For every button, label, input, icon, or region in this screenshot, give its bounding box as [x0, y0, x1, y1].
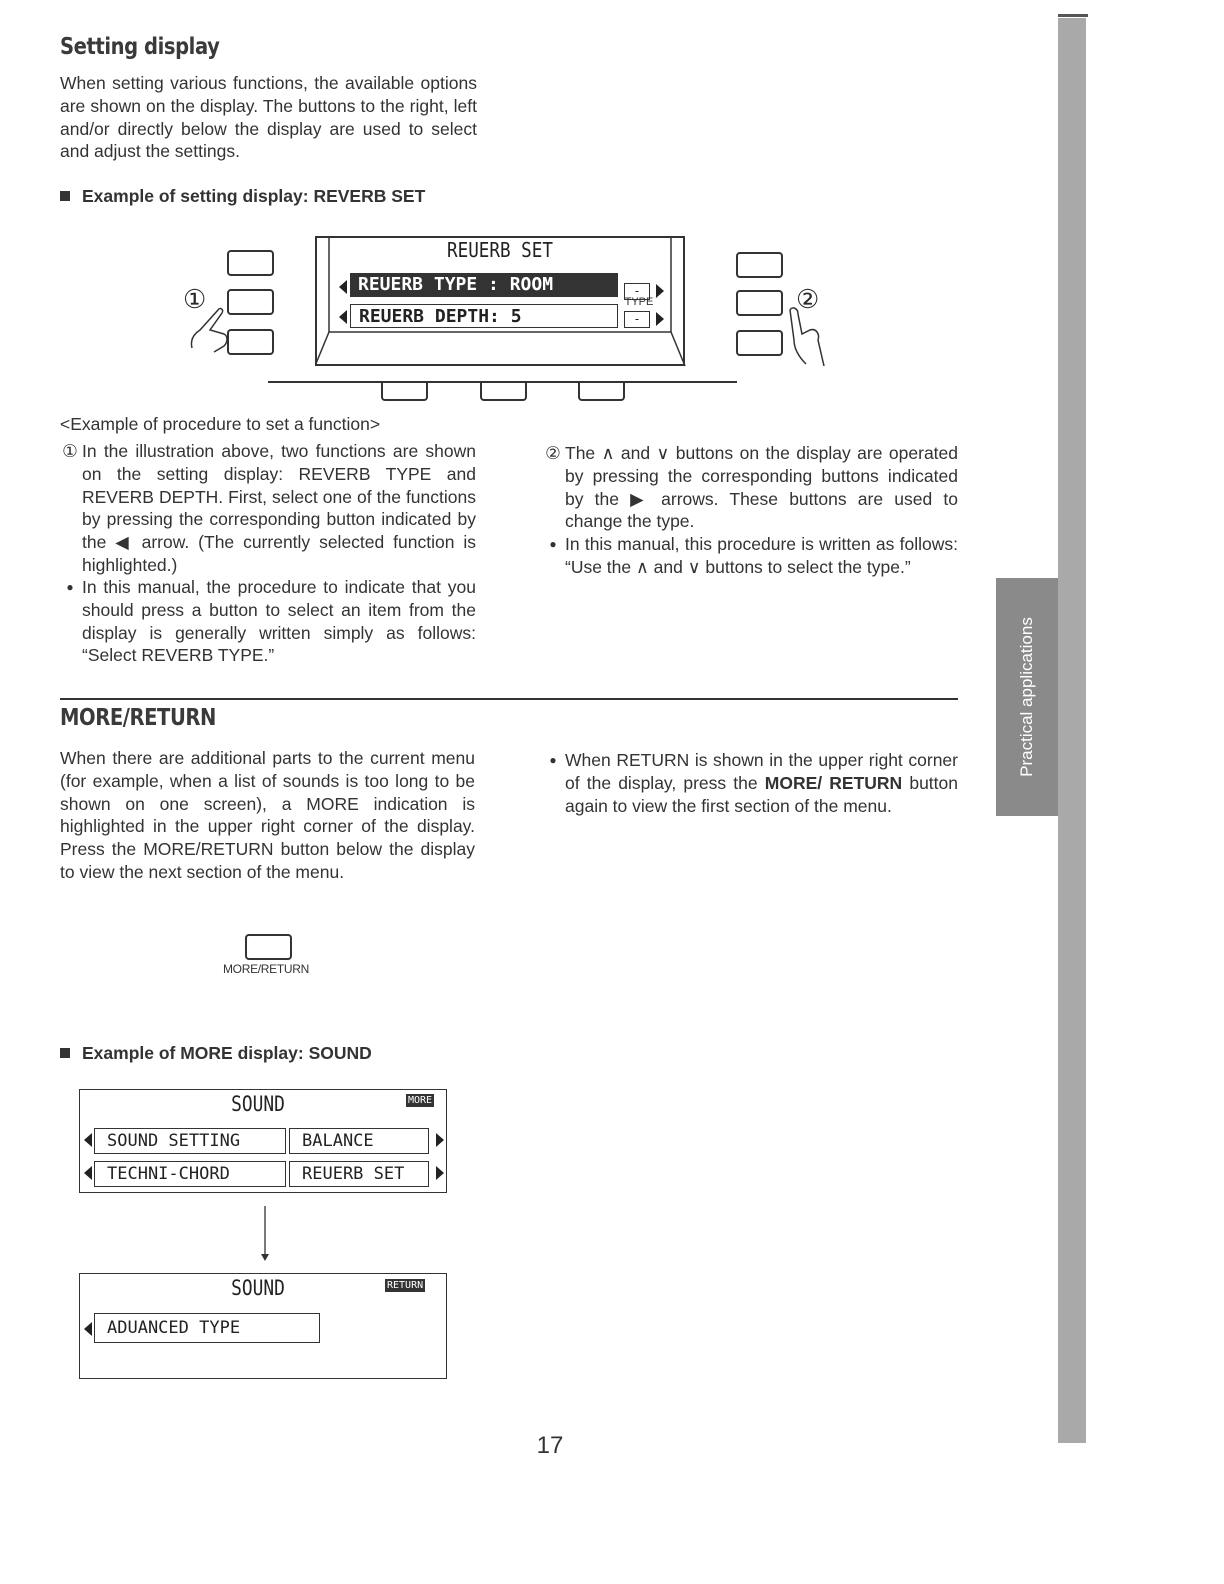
- section-title-more-return: MORE/RETURN: [60, 705, 216, 731]
- select-arrow-left-icon: [339, 310, 347, 324]
- section-title-setting-display: Setting display: [60, 34, 220, 60]
- return-badge: RETURN: [387, 1280, 424, 1291]
- select-arrow-left-icon: [84, 1166, 92, 1180]
- sound-lcd-title: SOUND: [231, 1276, 285, 1300]
- page-number: 17: [536, 1432, 564, 1459]
- select-arrow-right-icon: [436, 1133, 444, 1147]
- menu-item-balance[interactable]: BALANCE: [289, 1128, 429, 1154]
- select-arrow-right-icon: [656, 312, 664, 326]
- example-heading-more: Example of MORE display: SOUND: [60, 1043, 372, 1064]
- select-arrow-right-icon: [656, 284, 664, 298]
- below-button-2[interactable]: [480, 383, 527, 401]
- step-2-bullet: ● In this manual, this procedure is written as follows: “Use the ∧ and ∨ buttons to select the type.”: [549, 534, 958, 577]
- step-1: ① In the illustration above, two functions are shown on the setting display: REVERB TYPE and REVERB DEPTH. First, select one of the functions by pressing the corresponding button indicated by the ◀ arrow. (The currently selected function is highlighted.): [82, 440, 476, 577]
- right-button-1[interactable]: [736, 252, 783, 278]
- select-arrow-left-icon: [84, 1133, 92, 1147]
- more-badge: MORE: [408, 1095, 433, 1106]
- below-button-3[interactable]: [578, 383, 625, 401]
- select-arrow-left-icon: [339, 280, 347, 294]
- down-button[interactable]: -: [624, 311, 650, 328]
- step-1-bullet: ● In this manual, the procedure to indicate that you should press a button to select an item from the display is generally written simply as follows: “Select REVERB TYPE.”: [66, 577, 476, 666]
- select-arrow-right-icon: [436, 1166, 444, 1180]
- more-return-intro: When there are additional parts to the current menu (for example, when a list of sounds is too long to be shown on one screen), a MORE indication is highlighted in the upper right corner of the display. Press the MORE/RETURN button below the display to view the next section of the menu.: [60, 748, 475, 882]
- sound-lcd-return: [79, 1273, 447, 1379]
- callout-1: ①: [183, 284, 207, 314]
- more-return-button-label: MORE/RETURN: [222, 962, 310, 976]
- menu-item-techni-chord[interactable]: TECHNI-CHORD: [94, 1161, 286, 1187]
- left-button-2[interactable]: [227, 289, 274, 315]
- below-button-1[interactable]: [381, 383, 428, 401]
- callout-2: ②: [796, 284, 820, 314]
- select-arrow-left-icon: [84, 1322, 92, 1336]
- menu-item-sound-setting[interactable]: SOUND SETTING: [94, 1128, 286, 1154]
- setting-display-intro: When setting various functions, the available options are shown on the display. The buttons to the right, left and/or directly below the display are used to select and adjust the settings.: [60, 73, 477, 162]
- sidebar-top-rule: [1058, 14, 1088, 17]
- menu-item-advanced-type[interactable]: ADUANCED TYPE: [94, 1313, 320, 1343]
- example-heading-reverb: Example of setting display: REVERB SET: [60, 186, 425, 207]
- more-return-button[interactable]: [245, 934, 292, 960]
- left-button-1[interactable]: [227, 250, 274, 276]
- pointing-hand-left-icon: [184, 304, 234, 356]
- menu-item-reverb-set[interactable]: REUERB SET: [289, 1161, 429, 1187]
- lcd-title: REUERB SET: [447, 238, 553, 262]
- sound-lcd-title: SOUND: [231, 1092, 285, 1116]
- step-2-marker: ②: [545, 443, 561, 463]
- down-arrow-icon: [258, 1206, 272, 1262]
- step-2: ② The ∧ and ∨ buttons on the display are operated by pressing the corresponding buttons indicated by the ▶ arrows. These buttons are used to change the type.: [565, 442, 958, 533]
- left-button-3[interactable]: [227, 329, 274, 355]
- section-divider: [60, 698, 958, 700]
- page-edge-bar: [1058, 18, 1086, 1443]
- return-bullet: ● When RETURN is shown in the upper right corner of the display, press the MORE/ RETURN button again to view the first section of the menu.: [549, 750, 958, 816]
- lcd-row-reverb-depth[interactable]: REUERB DEPTH: 5: [350, 304, 618, 328]
- up-button[interactable]: -: [624, 283, 650, 300]
- procedure-heading: <Example of procedure to set a function>: [60, 414, 381, 434]
- section-tab-label: Practical applications: [1017, 617, 1037, 777]
- pointing-hand-right-icon: [776, 300, 836, 370]
- type-label: TYPE: [624, 296, 654, 308]
- lcd-row-reverb-type[interactable]: REUERB TYPE : ROOM: [350, 273, 618, 297]
- sound-lcd-more: [79, 1089, 447, 1193]
- step-1-marker: ①: [62, 441, 78, 461]
